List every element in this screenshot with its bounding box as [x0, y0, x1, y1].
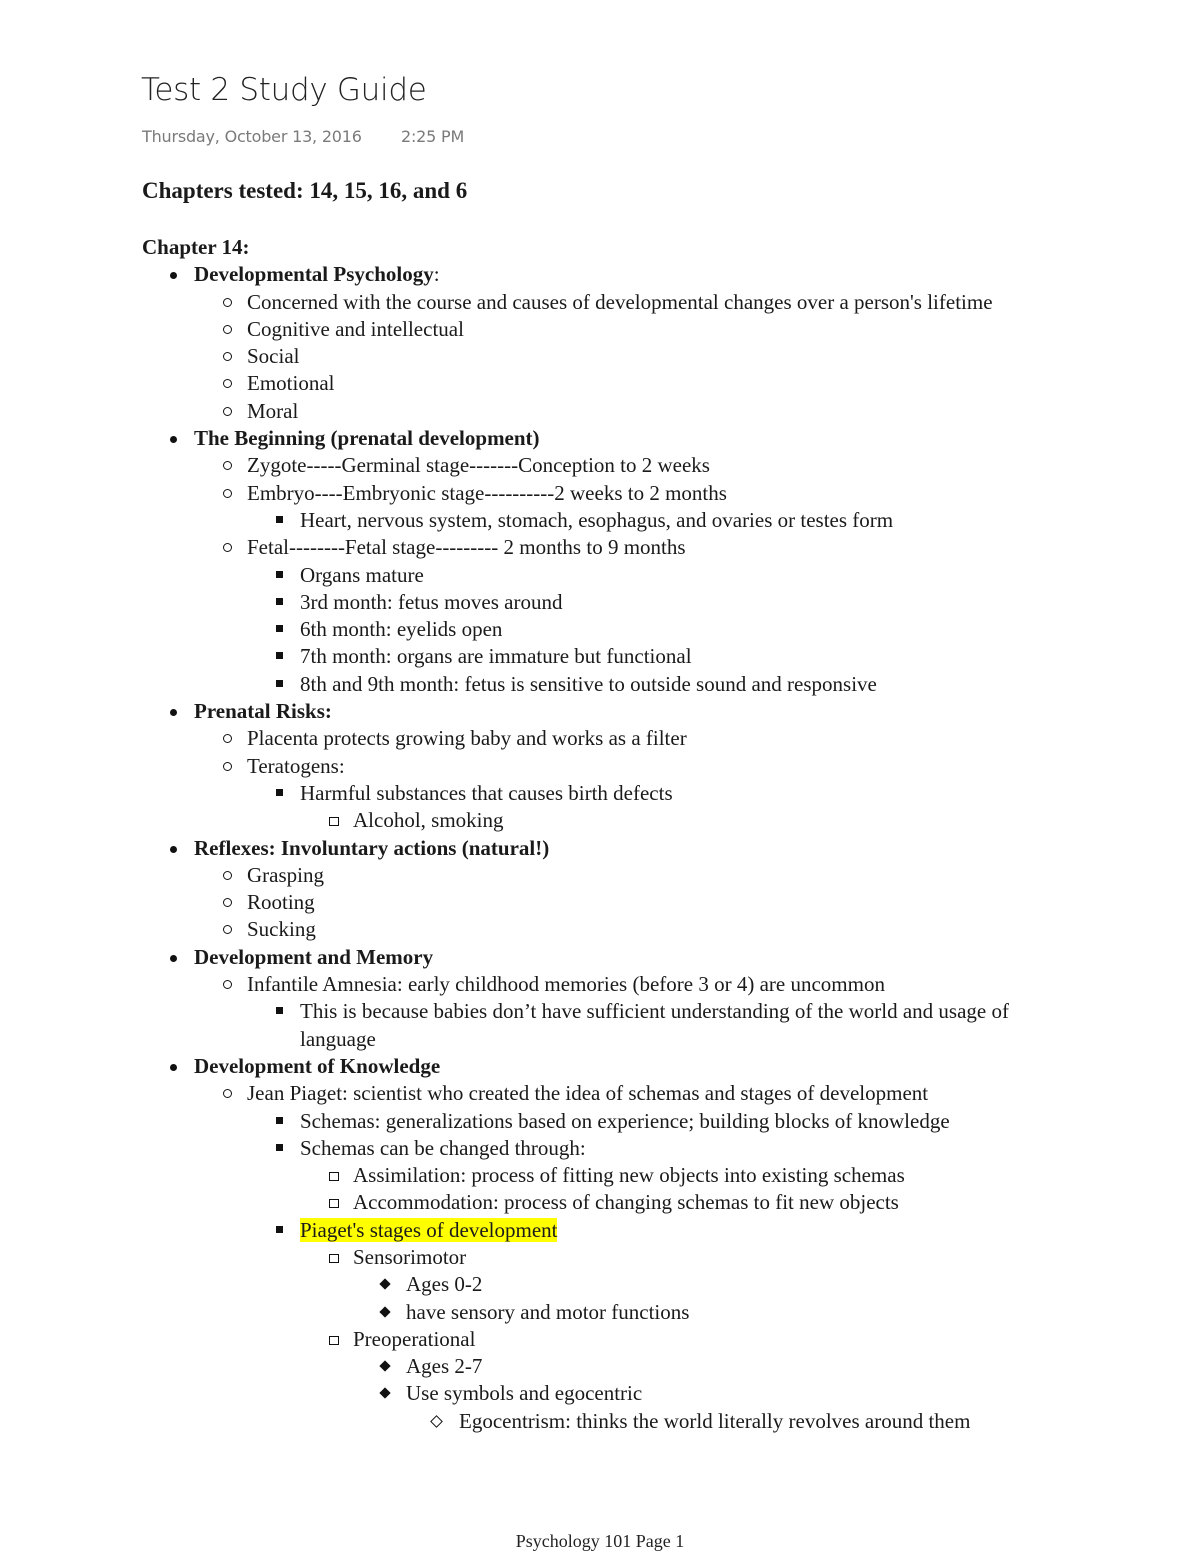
list-item [142, 1162, 1142, 1189]
item-text: Alcohol, smoking [353, 808, 504, 833]
list-item [142, 398, 1142, 425]
item-text: Moral [247, 398, 299, 423]
list-item [142, 562, 1142, 589]
section-heading: The Beginning (prenatal development) [194, 426, 540, 451]
section-heading: Reflexes: Involuntary actions (natural!) [194, 835, 550, 860]
item-text: Fetal--------Fetal stage--------- 2 months to 9 months [247, 535, 686, 560]
item-text: Placenta protects growing baby and works as a filter [247, 726, 687, 751]
highlighted-text: Piaget's stages of development [300, 1217, 558, 1242]
note-date: Thursday, October 13, 2016 [142, 127, 362, 146]
item-text: Assimilation: process of fitting new objects into existing schemas [353, 1163, 905, 1188]
page-title: Test 2 Study Guide [141, 72, 427, 108]
list-item [142, 289, 1142, 316]
item-text: Use symbols and egocentric [406, 1381, 643, 1406]
chapter-label: Chapter 14: [142, 235, 250, 259]
list-item [142, 725, 1142, 752]
item-text: 3rd month: fetus moves around [300, 589, 563, 614]
list-item [142, 1080, 1142, 1107]
note-time: 2:25 PM [401, 127, 465, 146]
list-item [142, 261, 1142, 288]
item-text: Infantile Amnesia: early childhood memories (before 3 or 4) are uncommon [247, 972, 885, 997]
list-item [142, 616, 1142, 643]
section-heading: Development of Knowledge [194, 1053, 441, 1078]
item-text: Sucking [247, 917, 316, 942]
list-item [142, 1053, 1142, 1080]
list-item [142, 835, 1142, 862]
list-item [142, 534, 1142, 561]
list-item [142, 698, 1142, 725]
heading-colon: : [433, 262, 440, 287]
item-text: Schemas: generalizations based on experience; building blocks of knowledge [300, 1108, 950, 1133]
item-text: Emotional [247, 371, 335, 396]
list-item [142, 589, 1142, 616]
list-item [142, 889, 1142, 916]
item-text: Zygote-----Germinal stage-------Conception to 2 weeks [247, 453, 710, 478]
list-item [142, 1244, 1142, 1271]
list-item [142, 452, 1142, 479]
list-item [142, 480, 1142, 507]
list-item [142, 425, 1142, 452]
page-footer: Psychology 101 Page 1 [515, 1531, 685, 1551]
list-item [142, 753, 1142, 780]
item-text: Cognitive and intellectual [247, 316, 464, 341]
list-item [142, 507, 1142, 534]
list-item [142, 1271, 1142, 1298]
item-text: Social [247, 344, 300, 369]
list-item [142, 671, 1142, 698]
item-text: Jean Piaget: scientist who created the idea of schemas and stages of development [247, 1081, 929, 1106]
list-item [142, 1353, 1142, 1380]
list-item [142, 1408, 1142, 1435]
chapters-tested-heading: Chapters tested: 14, 15, 16, and 6 [142, 178, 468, 203]
item-text: Heart, nervous system, stomach, esophagus, and ovaries or testes form [300, 507, 894, 532]
list-item [142, 944, 1142, 971]
item-text: Embryo----Embryonic stage----------2 weeks to 2 months [247, 480, 727, 505]
list-item [142, 1189, 1142, 1216]
section-heading: Development and Memory [194, 944, 434, 969]
list-item [142, 643, 1142, 670]
item-text: Concerned with the course and causes of developmental changes over a person's lifetime [247, 289, 993, 314]
list-item [142, 316, 1142, 343]
list-item [142, 971, 1142, 998]
list-item [142, 370, 1142, 397]
item-text: Schemas can be changed through: [300, 1135, 586, 1160]
item-text: 8th and 9th month: fetus is sensitive to outside sound and responsive [300, 671, 877, 696]
item-text: Grasping [247, 862, 324, 887]
study-outline [142, 234, 1142, 1435]
item-text: Preoperational [353, 1326, 476, 1351]
item-text: Harmful substances that causes birth defects [300, 780, 673, 805]
item-text: Teratogens: [247, 753, 345, 778]
list-item [142, 1135, 1142, 1162]
section-heading: Prenatal Risks: [194, 699, 332, 724]
list-item [142, 780, 1142, 807]
item-text: 6th month: eyelids open [300, 617, 503, 642]
item-text: 7th month: organs are immature but functional [300, 644, 692, 669]
list-item [142, 1108, 1142, 1135]
list-item [142, 1299, 1142, 1326]
list-item [142, 1380, 1142, 1407]
list-item [142, 1217, 1142, 1244]
section-heading: Developmental Psychology [194, 262, 434, 287]
item-text: Rooting [247, 890, 315, 915]
item-text: Accommodation: process of changing schemas to fit new objects [353, 1190, 899, 1215]
item-text: Egocentrism: thinks the world literally revolves around them [459, 1408, 971, 1433]
list-item [142, 862, 1142, 889]
item-text: Sensorimotor [353, 1244, 467, 1269]
item-text: Ages 2-7 [406, 1354, 483, 1379]
list-item [142, 807, 1142, 834]
list-item [142, 343, 1142, 370]
list-item [142, 916, 1142, 943]
item-text: Organs mature [300, 562, 424, 587]
list-item [142, 1326, 1142, 1353]
item-text: This is because babies don’t have sufficient understanding of the world and usage of language [300, 999, 1009, 1051]
item-text: Ages 0-2 [406, 1272, 483, 1297]
list-item [142, 998, 1142, 1053]
item-text: have sensory and motor functions [406, 1299, 690, 1324]
